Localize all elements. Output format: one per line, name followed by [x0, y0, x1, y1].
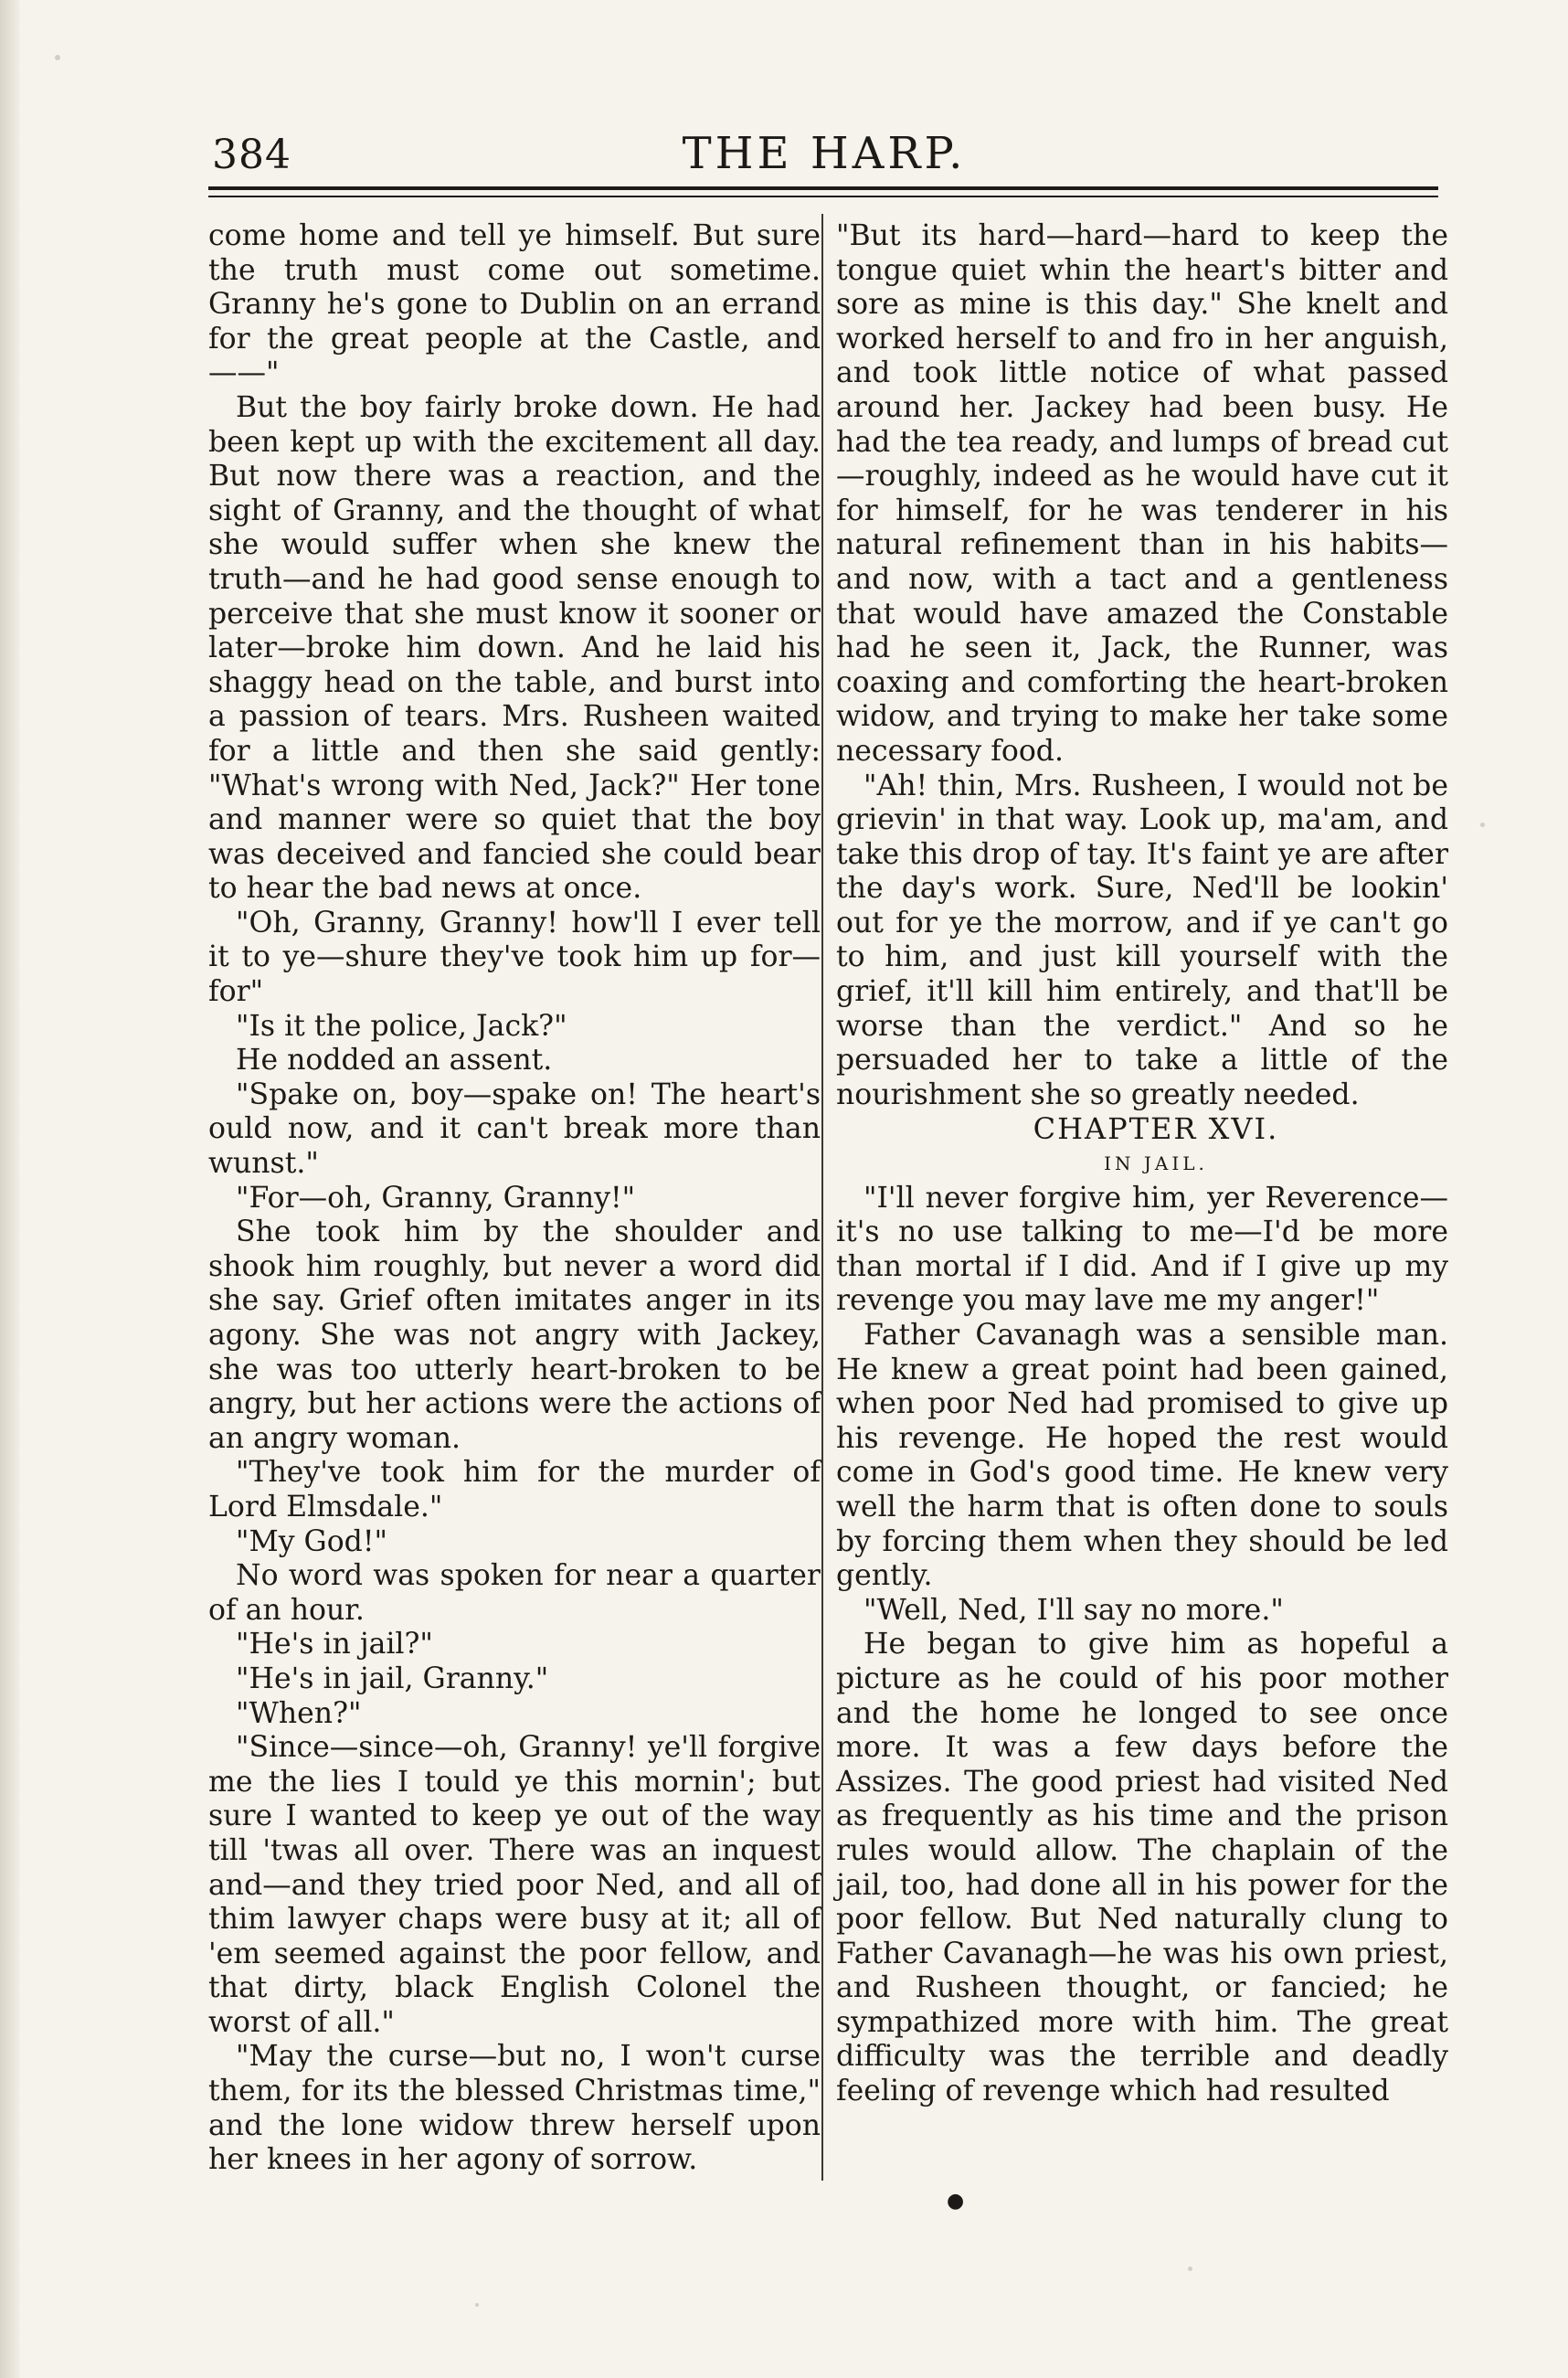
- paragraph: "He's in jail?": [236, 1628, 433, 1661]
- paragraph: Father Cavanagh was a sensible man. He knew a great point had been gained, when poor Ned had promised to give up his revenge. He hoped the rest would come in God's good time. He knew very well the harm that is often done to souls by forcing them when they should be led gently.: [836, 1319, 1448, 1593]
- header-rule-thin: [208, 196, 1438, 197]
- right-column: [836, 219, 1448, 2109]
- page-spine-shadow: [0, 0, 20, 2378]
- column-divider: [821, 214, 823, 2181]
- ink-dot-mark: ●: [947, 2190, 965, 2213]
- paper-speck: [1188, 2267, 1192, 2271]
- paragraph: "Ah! thin, Mrs. Rusheen, I would not be grievin' in that way. Look up, ma'am, and take this drop of tay. It's faint ye are after the day's work. Sure, Ned'll be lookin' out for ye the morrow, and if ye can't go to him, and just kill yourself with the grief, it'll kill him entirely, and that'll be worse than the verdict." And so he persuaded her to take a little of the nourishment she so greatly needed.: [836, 769, 1448, 1111]
- left-column: [208, 219, 821, 2178]
- running-title: THE HARP.: [682, 128, 967, 179]
- paper-speck: [55, 55, 60, 60]
- chapter-subtitle: IN JAIL.: [1104, 1152, 1208, 1175]
- paragraph: "Is it the police, Jack?": [236, 1009, 567, 1043]
- paragraph: come home and tell ye himself. But sure the truth must come out sometime. Granny he's gone to Dublin on an errand for the great people at the Castle, and——": [208, 219, 821, 390]
- page-number: 384: [212, 132, 291, 178]
- paragraph: "Since—since—oh, Granny! ye'll forgive me the lies I tould ye this mornin'; but sure I wanted to keep ye out of the way till 'twas all over. There was an inquest and—and they tried poor Ned, and all of thim lawyer chaps were busy at it; all of 'em seemed against the poor fellow, and that dirty, black English Colonel the worst of all.": [208, 1731, 821, 2039]
- paragraph: "Well, Ned, I'll say no more.": [863, 1593, 1284, 1627]
- header-rule-thick: [208, 186, 1438, 190]
- paragraph: "When?": [236, 1696, 362, 1730]
- paragraph: "Spake on, boy—spake on! The heart's ould now, and it can't break more than wunst.": [208, 1078, 821, 1181]
- paragraph: No word was spoken for near a quarter of an hour.: [208, 1559, 821, 1627]
- paper-speck: [475, 2303, 479, 2307]
- paragraph: But the boy fairly broke down. He had been kept up with the excitement all day. But now there was a reaction, and the sight of Granny, and the thought of what she would suffer when she knew the truth—and he had good sense enough to perceive that she must know it sooner or later—broke him down. And he laid his shaggy head on the table, and burst into a passion of tears. Mrs. Rusheen waited for a little and then she said gently: "What's wrong with Ned, Jack?" Her tone and manner were so quiet that the boy was deceived and fancied she could bear to hear the bad news at once.: [208, 390, 821, 906]
- paper-speck: [1480, 823, 1485, 827]
- paragraph: "They've took him for the murder of Lord Elmsdale.": [208, 1456, 821, 1523]
- paragraph: "I'll never forgive him, yer Reverence—it's no use talking to me—I'd be more than mortal if I did. And if I give up my revenge you may lave me my anger!": [836, 1181, 1448, 1318]
- paragraph: "Oh, Granny, Granny! how'll I ever tell it to ye—shure they've took him up for—for": [208, 906, 821, 1009]
- paragraph: "My God!": [236, 1524, 387, 1558]
- paragraph: "He's in jail, Granny.": [236, 1661, 549, 1695]
- paragraph: "For—oh, Granny, Granny!": [236, 1181, 636, 1215]
- page-header: [212, 128, 1436, 183]
- chapter-title: CHAPTER XVI.: [1033, 1111, 1279, 1147]
- paragraph: He nodded an assent.: [236, 1044, 553, 1078]
- paragraph: She took him by the shoulder and shook him roughly, but never a word did she say. Grief often imitates anger in its agony. She was not angry with Jackey, she was too utterly heart-broken to be angry, but her actions were the actions of an angry woman.: [208, 1216, 821, 1455]
- paragraph: "But its hard—hard—hard to keep the tongue quiet whin the heart's bitter and sore as mine is this day." She knelt and worked herself to and fro in her anguish, and took little notice of what passed around her. Jackey had been busy. He had the tea ready, and lumps of bread cut—roughly, indeed as he would have cut it for himself, for he was tenderer in his natural refinement than in his habits—and now, with a tact and a gentleness that would have amazed the Constable had he seen it, Jack, the Runner, was coaxing and comforting the heart-broken widow, and trying to make her take some necessary food.: [836, 219, 1448, 768]
- paragraph: He began to give him as hopeful a picture as he could of his poor mother and the home he longed to see once more. It was a few days before the Assizes. The good priest had visited Ned as frequently as his time and the prison rules would allow. The chaplain of the jail, too, had done all in his power for the poor fellow. But Ned naturally clung to Father Cavanagh—he was his own priest, and Rusheen thought, or fancied; he sympathized more with him. The great difficulty was the terrible and deadly feeling of revenge which had resulted: [836, 1628, 1448, 2108]
- paragraph: "May the curse—but no, I won't curse them, for its the blessed Christmas time," and the lone widow threw herself upon her knees in her agony of sorrow.: [208, 2040, 821, 2177]
